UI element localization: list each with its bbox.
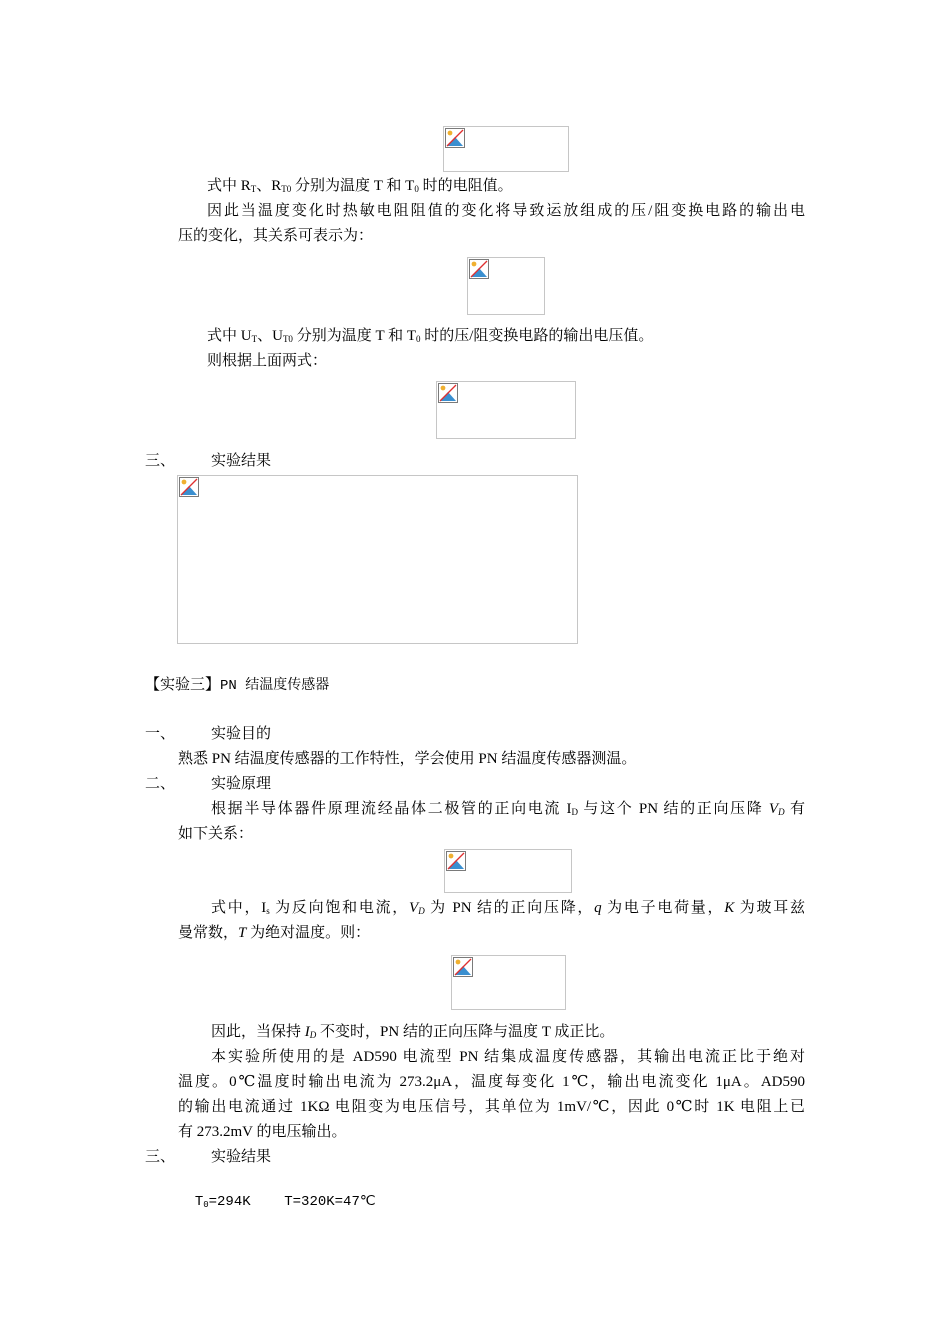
formula-image-voltage <box>467 257 545 315</box>
para-ad590-line2: 温度。0℃温度时输出电流为 273.2μA，温度每变化 1℃，输出电流变化 1μA。AD590 <box>178 1074 805 1090</box>
broken-image-icon <box>445 128 465 148</box>
section-title-principle: 实验原理 <box>211 776 272 792</box>
para-variables-line2: 曼常数，T 为绝对温度。则： <box>178 925 371 941</box>
para-principle-line1: 根据半导体器件原理流经晶体二极管的正向电流 $I_D$ 与这个 PN 结的正向压降 $V_D$ 有 <box>211 801 805 817</box>
para-ad590-line3: 的输出电流通过 1KΩ 电阻变为电压信号，其单位为 1mV/℃，因此 0℃时 1K 电阻上已 <box>178 1099 805 1115</box>
section-number: 二、 <box>145 776 176 792</box>
formula-image-combined <box>436 381 576 439</box>
para-voltage-change-line2: 压的变化，其关系可表示为： <box>178 228 374 244</box>
para-voltage-change-line1: 因此当温度变化时热敏电阻阻值的变化将导致运放组成的压/阻变换电路的输出电 <box>207 203 805 219</box>
para-rt-definition: 式中 $R_T$、$R_{T0}$ 分别为温度 T 和 $T_0$ 时的电阻值。 <box>207 178 513 194</box>
experiment-heading: 【实验三】PN 结温度传感器 <box>145 677 330 694</box>
broken-image-icon <box>469 259 489 279</box>
para-ad590-line4: 有 273.2mV 的电压输出。 <box>178 1124 347 1140</box>
para-purpose: 熟悉 PN 结温度传感器的工作特性，学会使用 PN 结温度传感器测温。 <box>178 751 637 767</box>
formula-image-proportional <box>451 955 566 1010</box>
section-number: 三、 <box>145 1149 176 1165</box>
broken-image-icon <box>453 957 473 977</box>
para-ad590-line1: 本实验所使用的是 AD590 电流型 PN 结集成温度传感器，其输出电流正比于绝对 <box>211 1049 805 1065</box>
broken-image-icon <box>438 383 458 403</box>
section-title-purpose: 实验目的 <box>211 726 272 742</box>
broken-image-icon <box>446 851 466 871</box>
para-ut-definition: 式中 $U_T$、$U_{T0}$ 分别为温度 T 和 $T_0$ 时的压/阻变换电路的输出电压值。 <box>207 328 654 344</box>
formula-image-resistance <box>443 126 569 172</box>
para-principle-line2: 如下关系： <box>178 826 254 842</box>
results-image <box>177 475 578 644</box>
section-number: 一、 <box>145 726 176 742</box>
section-number: 三、 <box>145 453 176 469</box>
broken-image-icon <box>179 477 199 497</box>
results-values: $T_0=294K$ T=320K=47℃ <box>194 1194 376 1210</box>
para-both-formulas: 则根据上面两式： <box>207 353 328 369</box>
section-title-results: 实验结果 <box>211 1149 272 1165</box>
formula-image-diode <box>444 849 572 893</box>
section-title-results: 实验结果 <box>211 453 272 469</box>
para-conclusion: 因此，当保持 $I_D$ 不变时，PN 结的正向压降与温度 T 成正比。 <box>211 1024 615 1040</box>
para-variables-line1: 式中，$I_s$ 为反向饱和电流，$V_D$ 为 PN 结的正向压降，q 为电子电荷量，K 为玻耳兹 <box>211 900 805 916</box>
